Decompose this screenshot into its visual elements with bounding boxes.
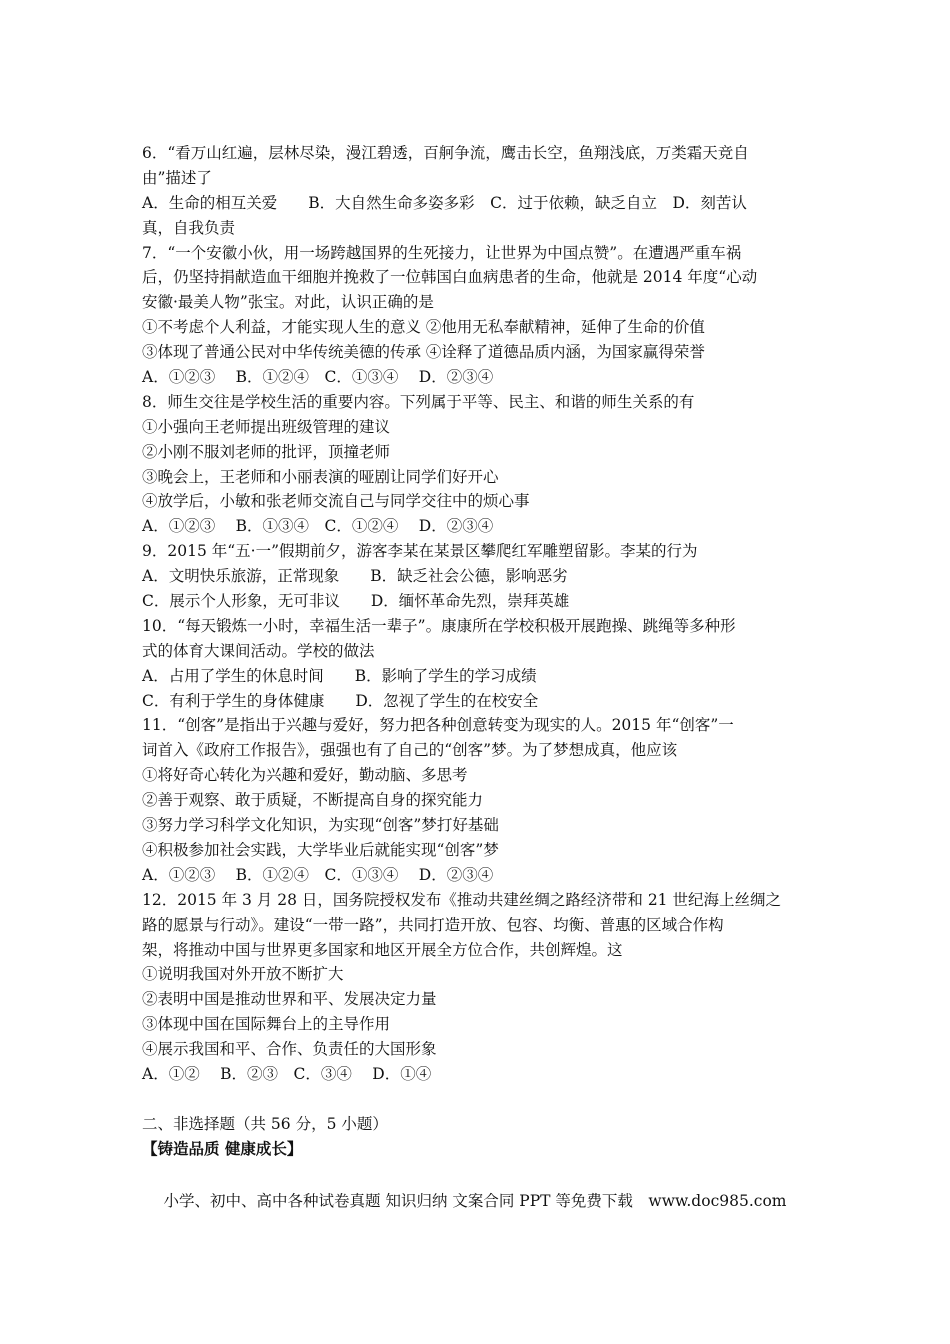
text-line: C．展示个人形象，无可非议 D．缅怀革命先烈，崇拜英雄 (142, 592, 570, 611)
text-line: A．文明快乐旅游，正常现象 B．缺乏社会公德，影响恶劣 (142, 567, 568, 586)
text-line: 8．师生交往是学校生活的重要内容。下列属于平等、民主、和谐的师生关系的有 (142, 392, 695, 411)
text-line: ③体现中国在国际舞台上的主导作用 (142, 1015, 391, 1034)
text-line: 7．“一个安徽小伙，用一场跨越国界的生死接力，让世界为中国点赞”。在遭遇严重车祸 (142, 243, 742, 262)
section-subheading: 【铸造品质 健康成长】 (142, 1138, 303, 1158)
text-line: C．有利于学生的身体健康 D．忽视了学生的在校安全 (142, 691, 539, 710)
text-line: ③晚会上，王老师和小丽表演的哑剧让同学们好开心 (142, 467, 499, 486)
section-heading: 二、非选择题（共 56 分，5 小题） (142, 1114, 388, 1133)
text-line: ④放学后，小敏和张老师交流自己与同学交往中的烦心事 (142, 492, 530, 511)
text-line: 由”描述了 (142, 168, 212, 187)
text-line: ④积极参加社会实践，大学毕业后就能实现“创客”梦 (142, 840, 499, 859)
text-line: ①不考虑个人利益，才能实现人生的意义 ②他用无私奉献精神，延伸了生命的价值 (142, 318, 705, 337)
text-line: A．①②③ B．①②④ C．①③④ D．②③④ (142, 865, 494, 884)
text-line: A．①② B．②③ C．③④ D．①④ (142, 1064, 432, 1083)
text-line: A．生命的相互关爱 B．大自然生命多姿多彩 C．过于依赖，缺乏自立 D．刻苦认 (142, 193, 747, 212)
text-line: ②善于观察、敢于质疑，不断提高自身的探究能力 (142, 791, 484, 810)
text-line: ①小强向王老师提出班级管理的建议 (142, 417, 391, 436)
text-line: 词首入《政府工作报告》，强强也有了自己的“创客”梦。为了梦想成真，他应该 (142, 741, 678, 760)
text-line: A．①②③ B．①③④ C．①②④ D．②③④ (142, 517, 494, 536)
text-line: 10．“每天锻炼一小时，幸福生活一辈子”。康康所在学校积极开展跑操、跳绳等多种形 (142, 616, 736, 635)
text-line: 路的愿景与行动》。建设“一带一路”，共同打造开放、包容、均衡、普惠的区域合作构 (142, 915, 724, 934)
text-line: ③努力学习科学文化知识，为实现“创客”梦打好基础 (142, 816, 499, 835)
text-line: ②小刚不服刘老师的批评，顶撞老师 (142, 442, 391, 461)
question-list (142, 141, 808, 1087)
exam-page-body (142, 141, 808, 1162)
text-line: ④展示我国和平、合作、负责任的大国形象 (142, 1040, 437, 1059)
text-line: 安徽·最美人物”张宝。对此，认识正确的是 (142, 293, 434, 312)
section-gap (142, 1087, 808, 1112)
text-line: 9．2015 年“五·一”假期前夕，游客李某在某景区攀爬红军雕塑留影。李某的行为 (142, 542, 698, 561)
text-line: 架，将推动中国与世界更多国家和地区开展全方位合作，共创辉煌。这 (142, 940, 623, 959)
text-line: 式的体育大课间活动。学校的做法 (142, 641, 375, 660)
text-line: 6．“看万山红遍，层林尽染，漫江碧透，百舸争流，鹰击长空，鱼翔浅底，万类霜天竞自 (142, 144, 749, 162)
text-line: A．①②③ B．①②④ C．①③④ D．②③④ (142, 368, 494, 387)
text-line: ③体现了普通公民对中华传统美德的传承 ④诠释了道德品质内涵，为国家赢得荣誉 (142, 343, 705, 362)
page-footer: 小学、初中、高中各种试卷真题 知识归纳 文案合同 PPT 等免费下载 www.doc985.com (163, 1192, 787, 1210)
text-line: ①说明我国对外开放不断扩大 (142, 965, 344, 984)
text-line: A．占用了学生的休息时间 B．影响了学生的学习成绩 (142, 666, 537, 685)
text-line: 11．“创客”是指出于兴趣与爱好，努力把各种创意转变为现实的人。2015 年“创客”一 (142, 716, 734, 735)
text-line: 后，仍坚持捐献造血干细胞并挽救了一位韩国白血病患者的生命，他就是 2014 年度“心动 (142, 268, 758, 287)
text-line: ①将好奇心转化为兴趣和爱好，勤动脑、多思考 (142, 766, 468, 785)
text-line: 12．2015 年 3 月 28 日，国务院授权发布《推动共建丝绸之路经济带和 21 世纪海上丝绸之 (142, 890, 781, 909)
text-line: ②表明中国是推动世界和平、发展决定力量 (142, 990, 437, 1009)
text-line: 真，自我负责 (142, 218, 236, 237)
